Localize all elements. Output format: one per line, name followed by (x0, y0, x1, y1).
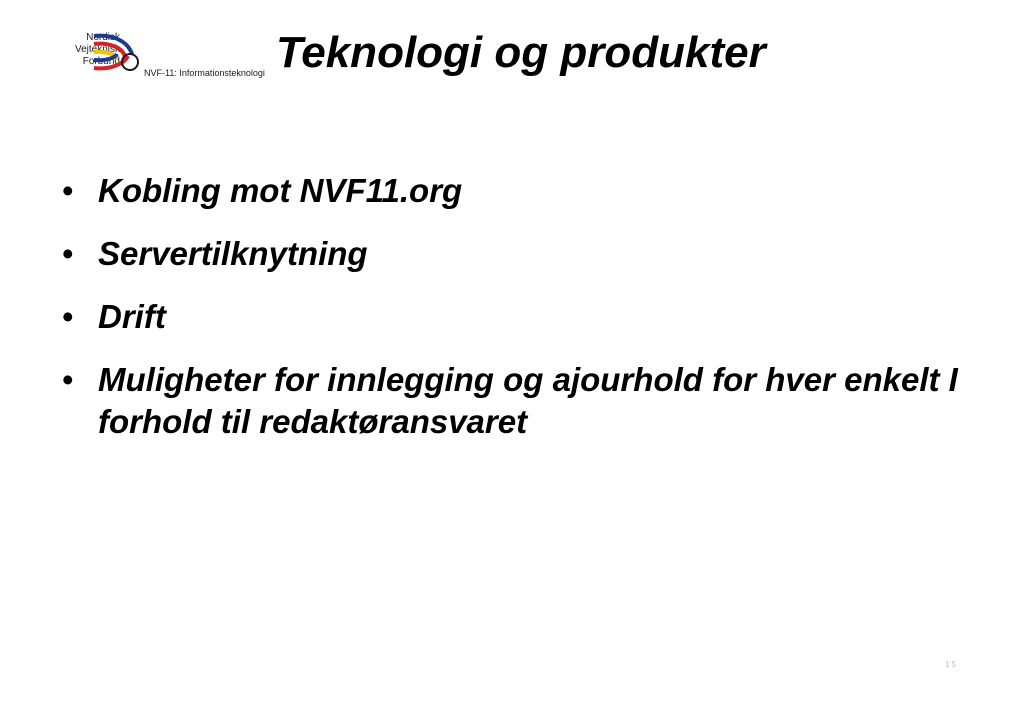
nvf-logo (30, 30, 270, 82)
bullet-text: Servertilknytning (98, 235, 368, 272)
page-number: 1 5 (945, 660, 957, 669)
nvf-emblem-icon (92, 32, 140, 76)
bullet-item (60, 359, 980, 443)
bullet-text: Muligheter for innlegging og ajourhold for hver enkelt I forhold til redaktøransvaret (98, 361, 958, 440)
bullet-item (60, 296, 980, 338)
logo-line-2: Vejteknisk (74, 44, 120, 55)
bullet-list (60, 170, 980, 464)
bullet-item (60, 233, 980, 275)
logo-line-3: Forbund (82, 56, 120, 67)
bullet-dot: • (62, 361, 74, 398)
bullet-text: Drift (98, 298, 166, 335)
bullet-dot: • (62, 235, 74, 272)
bullet-dot: • (62, 298, 74, 335)
slide-title: Teknologi og produkter (276, 28, 766, 77)
logo-subtitle: NVF-11: Informationsteknologi (144, 68, 265, 78)
bullet-dot: • (62, 172, 74, 209)
bullet-text: Kobling mot NVF11.org (98, 172, 463, 209)
logo-line-1: Nordisk (86, 32, 120, 43)
bullet-item (60, 170, 980, 212)
